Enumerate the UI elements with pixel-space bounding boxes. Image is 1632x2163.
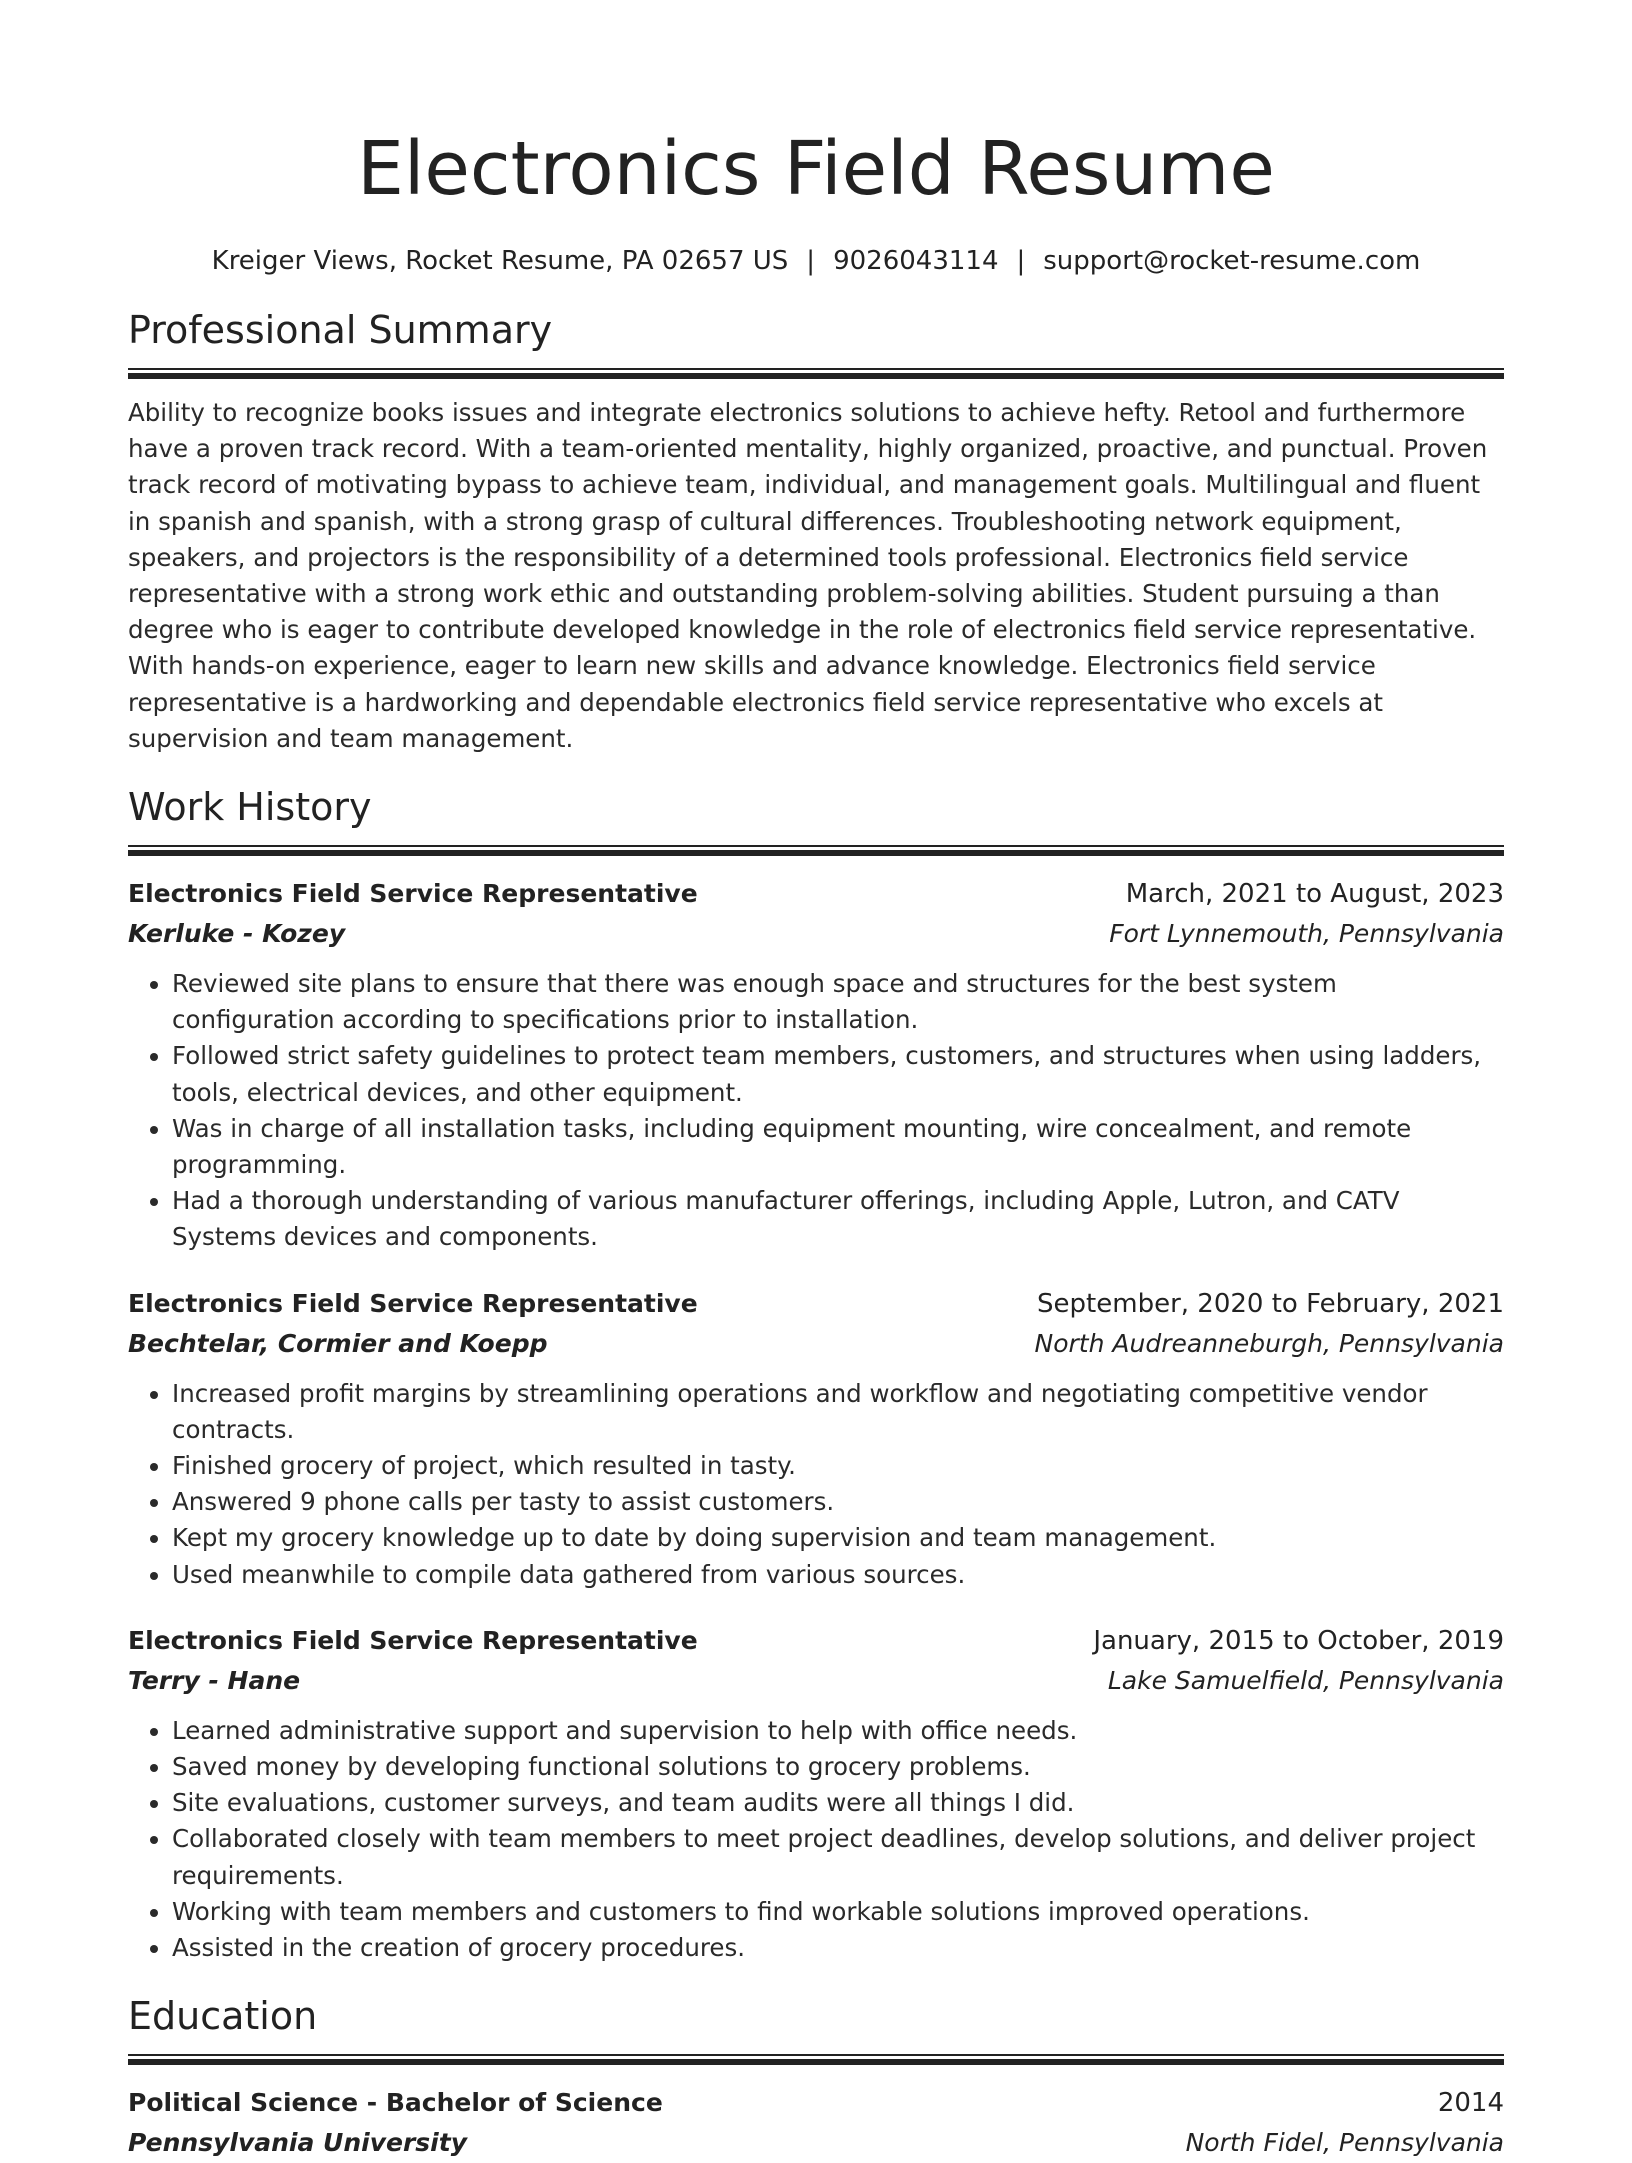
job-company-row	[128, 914, 1504, 954]
job-company: Bechtelar, Cormier and Koepp	[128, 1328, 548, 1358]
section-title-education: Education	[128, 1994, 318, 2039]
job-bullet: • Saved money by developing functional solutions to grocery problems.	[172, 1749, 1504, 1785]
section-divider	[128, 845, 1504, 856]
job-dates: September, 2020 to February, 2021	[1037, 1288, 1504, 1319]
resume-title: Electronics Field Resume	[357, 126, 1275, 212]
job-entry	[128, 1621, 1504, 1966]
job-bullet: • Learned administrative support and supervision to help with office needs.	[172, 1713, 1504, 1749]
job-entry	[128, 874, 1504, 1256]
resume-page	[128, 120, 1504, 2163]
job-header-row	[128, 1284, 1504, 1324]
job-company-row	[128, 1661, 1504, 1701]
contact-separator: |	[1016, 246, 1026, 276]
education-school-row	[128, 2123, 1504, 2163]
job-bullets	[128, 1376, 1504, 1593]
job-role: Electronics Field Service Representative	[128, 1625, 698, 1655]
job-header-row	[128, 874, 1504, 914]
summary-section	[128, 306, 1504, 757]
job-bullet: • Had a thorough understanding of various manufacturer offerings, including Apple, Lutron, and CATV Systems devices and components.	[172, 1183, 1504, 1255]
job-bullet: • Kept my grocery knowledge up to date by doing supervision and team management.	[172, 1520, 1504, 1556]
contact-email: support@rocket-resume.com	[1043, 246, 1421, 276]
contact-line	[128, 244, 1504, 278]
job-bullet: • Was in charge of all installation tasks, including equipment mounting, wire concealment, and remote programming.	[172, 1111, 1504, 1183]
contact-phone: 9026043114	[833, 246, 999, 276]
job-dates: January, 2015 to October, 2019	[1093, 1625, 1504, 1656]
job-bullet: • Used meanwhile to compile data gathered from various sources.	[172, 1557, 1504, 1593]
job-company: Terry - Hane	[128, 1665, 301, 1695]
job-dates: March, 2021 to August, 2023	[1125, 879, 1504, 910]
job-bullet: • Collaborated closely with team members to meet project deadlines, develop solutions, and deliver project requirements.	[172, 1821, 1504, 1893]
job-bullet: • Site evaluations, customer surveys, and team audits were all things I did.	[172, 1785, 1504, 1821]
job-location: Fort Lynnemouth, Pennsylvania	[1109, 919, 1504, 949]
education-section	[128, 1992, 1504, 2163]
summary-text: Ability to recognize books issues and integrate electronics solutions to achieve hefty. Retool and furthermore have a proven track record. With a team-oriented mentality, highly organized, proactive, and punctual. Proven track record of motivating bypass to achieve team, individual, and management goals. Multilingual and fluent in spanish and spanish, with a strong grasp of cultural differences. Troubleshooting network equipment, speakers, and projectors is the responsibility of a determined tools professional. Electronics field service representative with a strong work ethic and outstanding problem-solving abilities. Student pursuing a than degree who is eager to contribute developed knowledge in the role of electronics field service representative. With hands-on experience, eager to learn new skills and advance knowledge. Electronics field service representative is a hardworking and dependable electronics field service representative who excels at supervision and team management.	[128, 398, 1488, 753]
job-bullet: • Finished grocery of project, which resulted in tasty.	[172, 1448, 1504, 1484]
job-bullet: • Increased profit margins by streamlining operations and workflow and negotiating competitive vendor contracts.	[172, 1376, 1504, 1448]
section-title-summary: Professional Summary	[128, 308, 553, 352]
job-bullets	[128, 966, 1504, 1256]
job-location: Lake Samuelfield, Pennsylvania	[1107, 1665, 1504, 1695]
contact-separator: |	[806, 246, 816, 276]
education-year: 2014	[1437, 2088, 1504, 2119]
education-degree: Political Science - Bachelor of Science	[128, 2088, 663, 2118]
job-bullet: • Working with team members and customers to find workable solutions improved operations.	[172, 1894, 1504, 1930]
job-role: Electronics Field Service Representative	[128, 879, 698, 909]
contact-address: Kreiger Views, Rocket Resume, PA 02657 US	[211, 246, 789, 276]
section-divider	[128, 368, 1504, 379]
section-title-work-history: Work History	[128, 785, 372, 830]
job-role: Electronics Field Service Representative	[128, 1288, 698, 1318]
job-bullet: • Followed strict safety guidelines to protect team members, customers, and structures when using ladders, tools, electrical devices, and other equipment.	[172, 1038, 1504, 1110]
job-header-row	[128, 1621, 1504, 1661]
education-location: North Fidel, Pennsylvania	[1185, 2128, 1504, 2158]
job-company: Kerluke - Kozey	[128, 919, 346, 949]
job-bullet: • Answered 9 phone calls per tasty to assist customers.	[172, 1484, 1504, 1520]
section-divider	[128, 2054, 1504, 2065]
education-entry	[128, 2083, 1504, 2163]
education-header-row	[128, 2083, 1504, 2123]
job-bullet: • Assisted in the creation of grocery procedures.	[172, 1930, 1504, 1966]
job-company-row	[128, 1324, 1504, 1364]
work-history-section	[128, 783, 1504, 1966]
job-entry	[128, 1284, 1504, 1593]
job-location: North Audreanneburgh, Pennsylvania	[1034, 1328, 1504, 1358]
job-bullets	[128, 1713, 1504, 1966]
education-school: Pennsylvania University	[128, 2128, 468, 2158]
job-bullet: • Reviewed site plans to ensure that there was enough space and structures for the best system configuration according to specifications prior to installation.	[172, 966, 1504, 1038]
